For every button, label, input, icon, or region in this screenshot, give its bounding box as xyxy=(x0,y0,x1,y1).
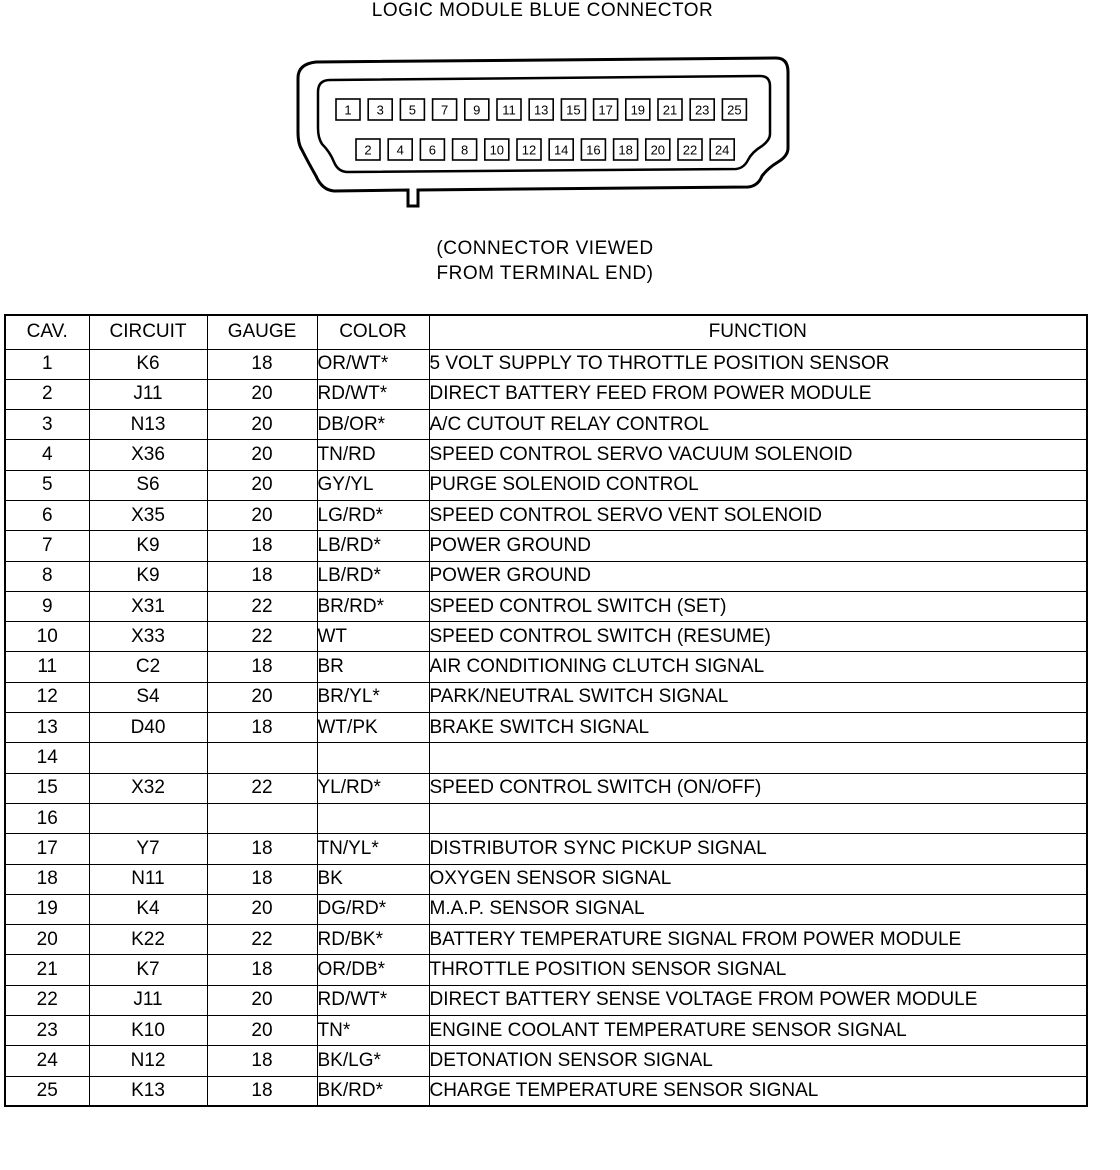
cavity-cell: 17 xyxy=(5,834,89,864)
cavity-number: 13 xyxy=(533,102,549,118)
table-row xyxy=(5,1076,1087,1106)
cavity-number: 21 xyxy=(662,102,678,118)
table-row xyxy=(5,622,1087,652)
table-row xyxy=(5,652,1087,682)
color-cell: TN/YL* xyxy=(317,834,429,864)
cavity-12 xyxy=(517,139,541,160)
circuit-cell: K9 xyxy=(89,561,207,591)
gauge-cell: 20 xyxy=(207,1016,317,1046)
color-cell: LB/RD* xyxy=(317,531,429,561)
circuit-cell: J11 xyxy=(89,379,207,409)
gauge-cell: 18 xyxy=(207,531,317,561)
table-row xyxy=(5,1016,1087,1046)
color-cell xyxy=(317,803,429,833)
color-cell: RD/WT* xyxy=(317,985,429,1015)
function-cell: PARK/NEUTRAL SWITCH SIGNAL xyxy=(429,682,1087,712)
gauge-cell xyxy=(207,803,317,833)
function-cell: BRAKE SWITCH SIGNAL xyxy=(429,713,1087,743)
connector-top-row xyxy=(336,99,746,120)
circuit-cell: K10 xyxy=(89,1016,207,1046)
gauge-cell: 18 xyxy=(207,652,317,682)
circuit-cell: S4 xyxy=(89,682,207,712)
table-header-row xyxy=(5,315,1087,349)
connector-drawing xyxy=(0,0,1120,230)
table-row xyxy=(5,803,1087,833)
cavity-number: 5 xyxy=(408,102,417,118)
function-cell xyxy=(429,743,1087,773)
cavity-14 xyxy=(549,139,573,160)
gauge-cell: 18 xyxy=(207,864,317,894)
header-cavity: CAV. xyxy=(5,315,89,349)
cavity-cell: 22 xyxy=(5,985,89,1015)
cavity-number: 1 xyxy=(344,102,352,118)
circuit-cell: K7 xyxy=(89,955,207,985)
gauge-cell: 18 xyxy=(207,955,317,985)
color-cell: GY/YL xyxy=(317,470,429,500)
cavity-cell: 24 xyxy=(5,1046,89,1076)
table-row xyxy=(5,985,1087,1015)
circuit-cell: K9 xyxy=(89,531,207,561)
cavity-cell: 7 xyxy=(5,531,89,561)
gauge-cell: 22 xyxy=(207,773,317,803)
color-cell: LG/RD* xyxy=(317,500,429,530)
gauge-cell: 20 xyxy=(207,500,317,530)
cavity-number: 16 xyxy=(586,142,601,158)
cavity-8 xyxy=(453,139,477,160)
cavity-number: 24 xyxy=(714,142,730,158)
circuit-cell: C2 xyxy=(89,652,207,682)
color-cell: LB/RD* xyxy=(317,561,429,591)
table-row xyxy=(5,349,1087,379)
function-cell: A/C CUTOUT RELAY CONTROL xyxy=(429,410,1087,440)
cavity-number: 19 xyxy=(630,102,646,118)
cavity-number: 20 xyxy=(650,142,666,158)
color-cell: YL/RD* xyxy=(317,773,429,803)
gauge-cell: 18 xyxy=(207,561,317,591)
cavity-20 xyxy=(646,139,670,160)
cavity-cell: 23 xyxy=(5,1016,89,1046)
color-cell: OR/DB* xyxy=(317,955,429,985)
cavity-cell: 18 xyxy=(5,864,89,894)
color-cell: DB/OR* xyxy=(317,410,429,440)
color-cell: TN/RD xyxy=(317,440,429,470)
cavity-17 xyxy=(594,99,618,120)
cavity-11 xyxy=(497,99,521,120)
cavity-5 xyxy=(400,99,424,120)
color-cell: WT/PK xyxy=(317,713,429,743)
function-cell: DETONATION SENSOR SIGNAL xyxy=(429,1046,1087,1076)
function-cell: M.A.P. SENSOR SIGNAL xyxy=(429,894,1087,924)
view-note-line-1: (CONNECTOR VIEWED xyxy=(436,238,654,259)
gauge-cell: 18 xyxy=(207,1076,317,1106)
cavity-number: 7 xyxy=(440,102,449,118)
gauge-cell: 20 xyxy=(207,470,317,500)
circuit-cell: X36 xyxy=(89,440,207,470)
function-cell: SPEED CONTROL SWITCH (RESUME) xyxy=(429,622,1087,652)
function-cell: DISTRIBUTOR SYNC PICKUP SIGNAL xyxy=(429,834,1087,864)
table-row xyxy=(5,379,1087,409)
color-cell: OR/WT* xyxy=(317,349,429,379)
header-color: COLOR xyxy=(317,315,429,349)
function-cell: AIR CONDITIONING CLUTCH SIGNAL xyxy=(429,652,1087,682)
cavity-3 xyxy=(368,99,392,120)
cavity-18 xyxy=(614,139,638,160)
cavity-16 xyxy=(581,139,605,160)
function-cell: CHARGE TEMPERATURE SENSOR SIGNAL xyxy=(429,1076,1087,1106)
cavity-cell: 1 xyxy=(5,349,89,379)
circuit-cell: X32 xyxy=(89,773,207,803)
cavity-number: 18 xyxy=(618,142,633,158)
circuit-cell xyxy=(89,803,207,833)
cavity-cell: 14 xyxy=(5,743,89,773)
function-cell: SPEED CONTROL SWITCH (SET) xyxy=(429,591,1087,621)
cavity-cell: 21 xyxy=(5,955,89,985)
cavity-number: 15 xyxy=(566,102,581,118)
cavity-number: 23 xyxy=(694,102,710,118)
color-cell: BK xyxy=(317,864,429,894)
gauge-cell: 20 xyxy=(207,410,317,440)
function-cell: ENGINE COOLANT TEMPERATURE SENSOR SIGNAL xyxy=(429,1016,1087,1046)
cavity-7 xyxy=(433,99,457,120)
cavity-cell: 12 xyxy=(5,682,89,712)
function-cell: OXYGEN SENSOR SIGNAL xyxy=(429,864,1087,894)
color-cell: BR xyxy=(317,652,429,682)
table-row xyxy=(5,955,1087,985)
cavity-number: 11 xyxy=(502,102,516,118)
table-row xyxy=(5,834,1087,864)
circuit-cell: J11 xyxy=(89,985,207,1015)
cavity-number: 17 xyxy=(598,102,613,118)
table-row xyxy=(5,925,1087,955)
cavity-cell: 9 xyxy=(5,591,89,621)
function-cell: SPEED CONTROL SERVO VACUUM SOLENOID xyxy=(429,440,1087,470)
table-row xyxy=(5,410,1087,440)
table-row xyxy=(5,864,1087,894)
color-cell: BR/YL* xyxy=(317,682,429,712)
circuit-cell: K6 xyxy=(89,349,207,379)
circuit-cell: K22 xyxy=(89,925,207,955)
cavity-cell: 15 xyxy=(5,773,89,803)
pinout-table xyxy=(4,314,1088,1107)
table-row xyxy=(5,531,1087,561)
function-cell: DIRECT BATTERY SENSE VOLTAGE FROM POWER MODULE xyxy=(429,985,1087,1015)
function-cell: SPEED CONTROL SERVO VENT SOLENOID xyxy=(429,500,1087,530)
table-row xyxy=(5,470,1087,500)
table-row xyxy=(5,773,1087,803)
cavity-number: 9 xyxy=(473,102,481,118)
gauge-cell: 18 xyxy=(207,349,317,379)
circuit-cell: S6 xyxy=(89,470,207,500)
circuit-cell: D40 xyxy=(89,713,207,743)
cavity-4 xyxy=(388,139,412,160)
color-cell: BK/RD* xyxy=(317,1076,429,1106)
gauge-cell xyxy=(207,743,317,773)
function-cell: POWER GROUND xyxy=(429,561,1087,591)
gauge-cell: 22 xyxy=(207,591,317,621)
cavity-6 xyxy=(420,139,444,160)
table-row xyxy=(5,713,1087,743)
cavity-number: 10 xyxy=(489,142,505,158)
header-circuit: CIRCUIT xyxy=(89,315,207,349)
color-cell: WT xyxy=(317,622,429,652)
gauge-cell: 20 xyxy=(207,894,317,924)
cavity-23 xyxy=(690,99,714,120)
cavity-number: 22 xyxy=(682,142,698,158)
gauge-cell: 18 xyxy=(207,713,317,743)
cavity-number: 2 xyxy=(364,142,372,158)
view-note xyxy=(380,236,710,286)
cavity-number: 14 xyxy=(553,142,569,158)
connector-bottom-row xyxy=(356,139,734,160)
cavity-15 xyxy=(561,99,585,120)
function-cell: POWER GROUND xyxy=(429,531,1087,561)
gauge-cell: 22 xyxy=(207,622,317,652)
cavity-cell: 4 xyxy=(5,440,89,470)
cavity-cell: 19 xyxy=(5,894,89,924)
cavity-cell: 13 xyxy=(5,713,89,743)
cavity-1 xyxy=(336,99,360,120)
table-row xyxy=(5,894,1087,924)
circuit-cell xyxy=(89,743,207,773)
gauge-cell: 20 xyxy=(207,440,317,470)
gauge-cell: 18 xyxy=(207,834,317,864)
color-cell: RD/BK* xyxy=(317,925,429,955)
view-note-line-2: FROM TERMINAL END) xyxy=(436,263,654,284)
color-cell xyxy=(317,743,429,773)
cavity-cell: 11 xyxy=(5,652,89,682)
cavity-cell: 25 xyxy=(5,1076,89,1106)
table-row xyxy=(5,743,1087,773)
header-function: FUNCTION xyxy=(429,315,1087,349)
cavity-cell: 2 xyxy=(5,379,89,409)
cavity-cell: 8 xyxy=(5,561,89,591)
circuit-cell: N11 xyxy=(89,864,207,894)
cavity-number: 12 xyxy=(521,142,537,158)
function-cell: DIRECT BATTERY FEED FROM POWER MODULE xyxy=(429,379,1087,409)
color-cell: TN* xyxy=(317,1016,429,1046)
circuit-cell: X31 xyxy=(89,591,207,621)
gauge-cell: 20 xyxy=(207,379,317,409)
table-row xyxy=(5,682,1087,712)
function-cell: BATTERY TEMPERATURE SIGNAL FROM POWER MODULE xyxy=(429,925,1087,955)
cavity-cell: 5 xyxy=(5,470,89,500)
cavity-10 xyxy=(485,139,509,160)
cavity-21 xyxy=(658,99,682,120)
color-cell: RD/WT* xyxy=(317,379,429,409)
cavity-22 xyxy=(678,139,702,160)
circuit-cell: K4 xyxy=(89,894,207,924)
function-cell: SPEED CONTROL SWITCH (ON/OFF) xyxy=(429,773,1087,803)
function-cell: PURGE SOLENOID CONTROL xyxy=(429,470,1087,500)
cavity-cell: 20 xyxy=(5,925,89,955)
cavity-cell: 3 xyxy=(5,410,89,440)
color-cell: BR/RD* xyxy=(317,591,429,621)
table-row xyxy=(5,440,1087,470)
cavity-number: 3 xyxy=(376,102,384,118)
cavity-13 xyxy=(529,99,553,120)
table-row xyxy=(5,561,1087,591)
cavity-number: 25 xyxy=(727,102,742,118)
table-row xyxy=(5,591,1087,621)
color-cell: DG/RD* xyxy=(317,894,429,924)
diagram-title: LOGIC MODULE BLUE CONNECTOR xyxy=(371,0,714,21)
cavity-cell: 10 xyxy=(5,622,89,652)
gauge-cell: 20 xyxy=(207,682,317,712)
gauge-cell: 20 xyxy=(207,985,317,1015)
function-cell xyxy=(429,803,1087,833)
function-cell: THROTTLE POSITION SENSOR SIGNAL xyxy=(429,955,1087,985)
circuit-cell: K13 xyxy=(89,1076,207,1106)
color-cell: BK/LG* xyxy=(317,1046,429,1076)
circuit-cell: N13 xyxy=(89,410,207,440)
cavity-24 xyxy=(710,139,734,160)
header-gauge: GAUGE xyxy=(207,315,317,349)
circuit-cell: X35 xyxy=(89,500,207,530)
cavity-2 xyxy=(356,139,380,160)
gauge-cell: 18 xyxy=(207,1046,317,1076)
circuit-cell: N12 xyxy=(89,1046,207,1076)
cavity-cell: 6 xyxy=(5,500,89,530)
circuit-cell: X33 xyxy=(89,622,207,652)
cavity-25 xyxy=(722,99,746,120)
cavity-number: 4 xyxy=(396,142,404,158)
pinout-table-body xyxy=(5,349,1087,1106)
cavity-number: 6 xyxy=(428,142,437,158)
table-row xyxy=(5,500,1087,530)
cavity-cell: 16 xyxy=(5,803,89,833)
gauge-cell: 22 xyxy=(207,925,317,955)
function-cell: 5 VOLT SUPPLY TO THROTTLE POSITION SENSOR xyxy=(429,349,1087,379)
cavity-19 xyxy=(626,99,650,120)
cavity-9 xyxy=(465,99,489,120)
circuit-cell: Y7 xyxy=(89,834,207,864)
table-row xyxy=(5,1046,1087,1076)
cavity-number: 8 xyxy=(460,142,469,158)
